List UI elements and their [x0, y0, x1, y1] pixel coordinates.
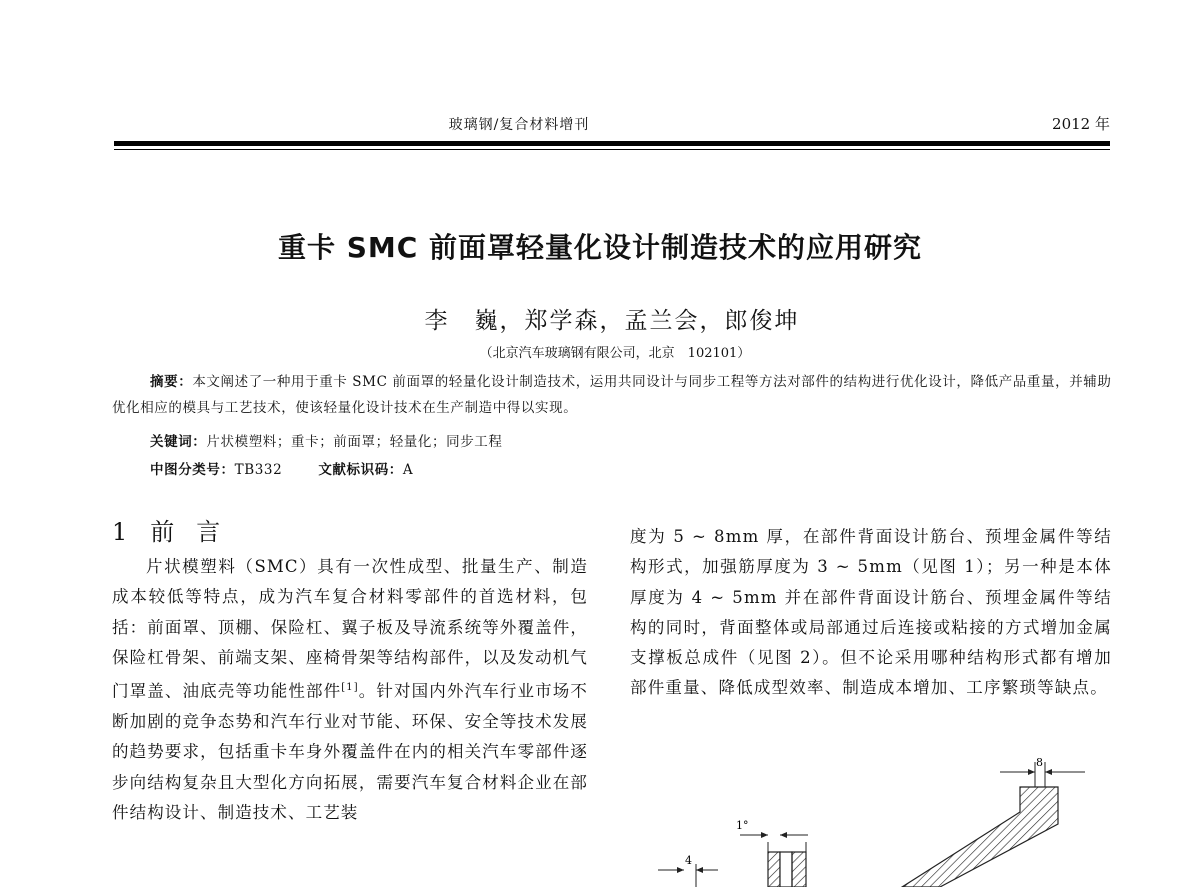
- section-heading: [112, 512, 588, 552]
- paragraph-text-continued: 。针对国内外汽车行业市场不断加剧的竞争态势和汽车行业对节能、环保、安全等技术发展的趋势要求，包括重卡车身外覆盖件在内的相关汽车零部件逐步向结构复杂且大型化方向拓展，需要汽车复合材料企业在部件结构设计、制造技术、工艺装: [112, 681, 588, 822]
- header-rule-thick: [114, 141, 1110, 146]
- cross-section-drawing: [640, 752, 1110, 887]
- abstract-label: 摘要：: [150, 374, 193, 390]
- dimension-label-8: 8: [1036, 756, 1043, 769]
- classification-line: [150, 458, 413, 478]
- paragraph-text: 片状模塑料（SMC）具有一次性成型、批量生产、制造成本较低等特点，成为汽车复合材料零部件的首选材料，包括：前面罩、顶棚、保险杠、翼子板及导流系统等外覆盖件，保险杠骨架、前端支架、座椅骨架等结构部件，以及发动机气门罩盖、油底壳等功能性部件: [112, 557, 588, 701]
- body-paragraph-left: [112, 552, 588, 828]
- rib-block-right: [792, 852, 806, 887]
- citation: [1]: [341, 682, 359, 694]
- doc-code-value: A: [402, 462, 414, 478]
- running-header: [114, 112, 1110, 136]
- abstract-text: 本文阐述了一种用于重卡 SMC 前面罩的轻量化设计制造技术，运用共同设计与同步工程等方法对部件的结构进行优化设计，降低产品重量，并辅助优化相应的模具与工艺技术，使该轻量化设计技术在生产制造中得以实现。: [112, 374, 1112, 416]
- journal-name: 玻璃钢/复合材料增刊: [448, 117, 590, 133]
- dimension-label-angle: 1°: [736, 819, 749, 832]
- angled-rib-section: [902, 787, 1058, 887]
- article-title: 重卡 SMC 前面罩轻量化设计制造技术的应用研究: [277, 231, 923, 264]
- clc-value: TB332: [234, 462, 283, 478]
- figure-1-drawing: [640, 752, 1110, 887]
- abstract: [112, 369, 1112, 421]
- header-rule-thin: [114, 149, 1110, 150]
- author-affiliation: （北京汽车玻璃钢有限公司，北京 102101）: [479, 346, 751, 361]
- section-number: 1: [112, 518, 129, 546]
- keywords: [150, 430, 503, 450]
- left-column: [112, 512, 588, 828]
- rib-block-left: [768, 852, 780, 887]
- section-title: 前言: [150, 518, 243, 546]
- issue-year: 2012 年: [1052, 115, 1110, 133]
- dimension-label-4: 4: [685, 854, 692, 867]
- doc-code-label: 文献标识码：: [318, 462, 403, 478]
- clc-label: 中图分类号：: [150, 462, 235, 478]
- keywords-label: 关键词：: [150, 434, 207, 450]
- author-list: 李 巍，郑学森，孟兰会，郎俊坤: [424, 308, 800, 334]
- keywords-text: 片状模塑料；重卡；前面罩；轻量化；同步工程: [206, 434, 503, 450]
- body-paragraph-right: 度为 5 ~ 8mm 厚，在部件背面设计筋台、预埋金属件等结构形式，加强筋厚度为 3 ~ 5mm（见图 1）；另一种是本体厚度为 4 ~ 5mm 并在部件背面设计筋台、预埋金属件等结构的同时，背面整体或局部通过后连接或粘接的方式增加金属支撑板总成件（见图 2）。但不论采用哪种结构形式都有增加部件重量、降低成型效率、制造成本增加、工序繁琐等缺点。: [630, 527, 1112, 698]
- right-column: [630, 522, 1112, 704]
